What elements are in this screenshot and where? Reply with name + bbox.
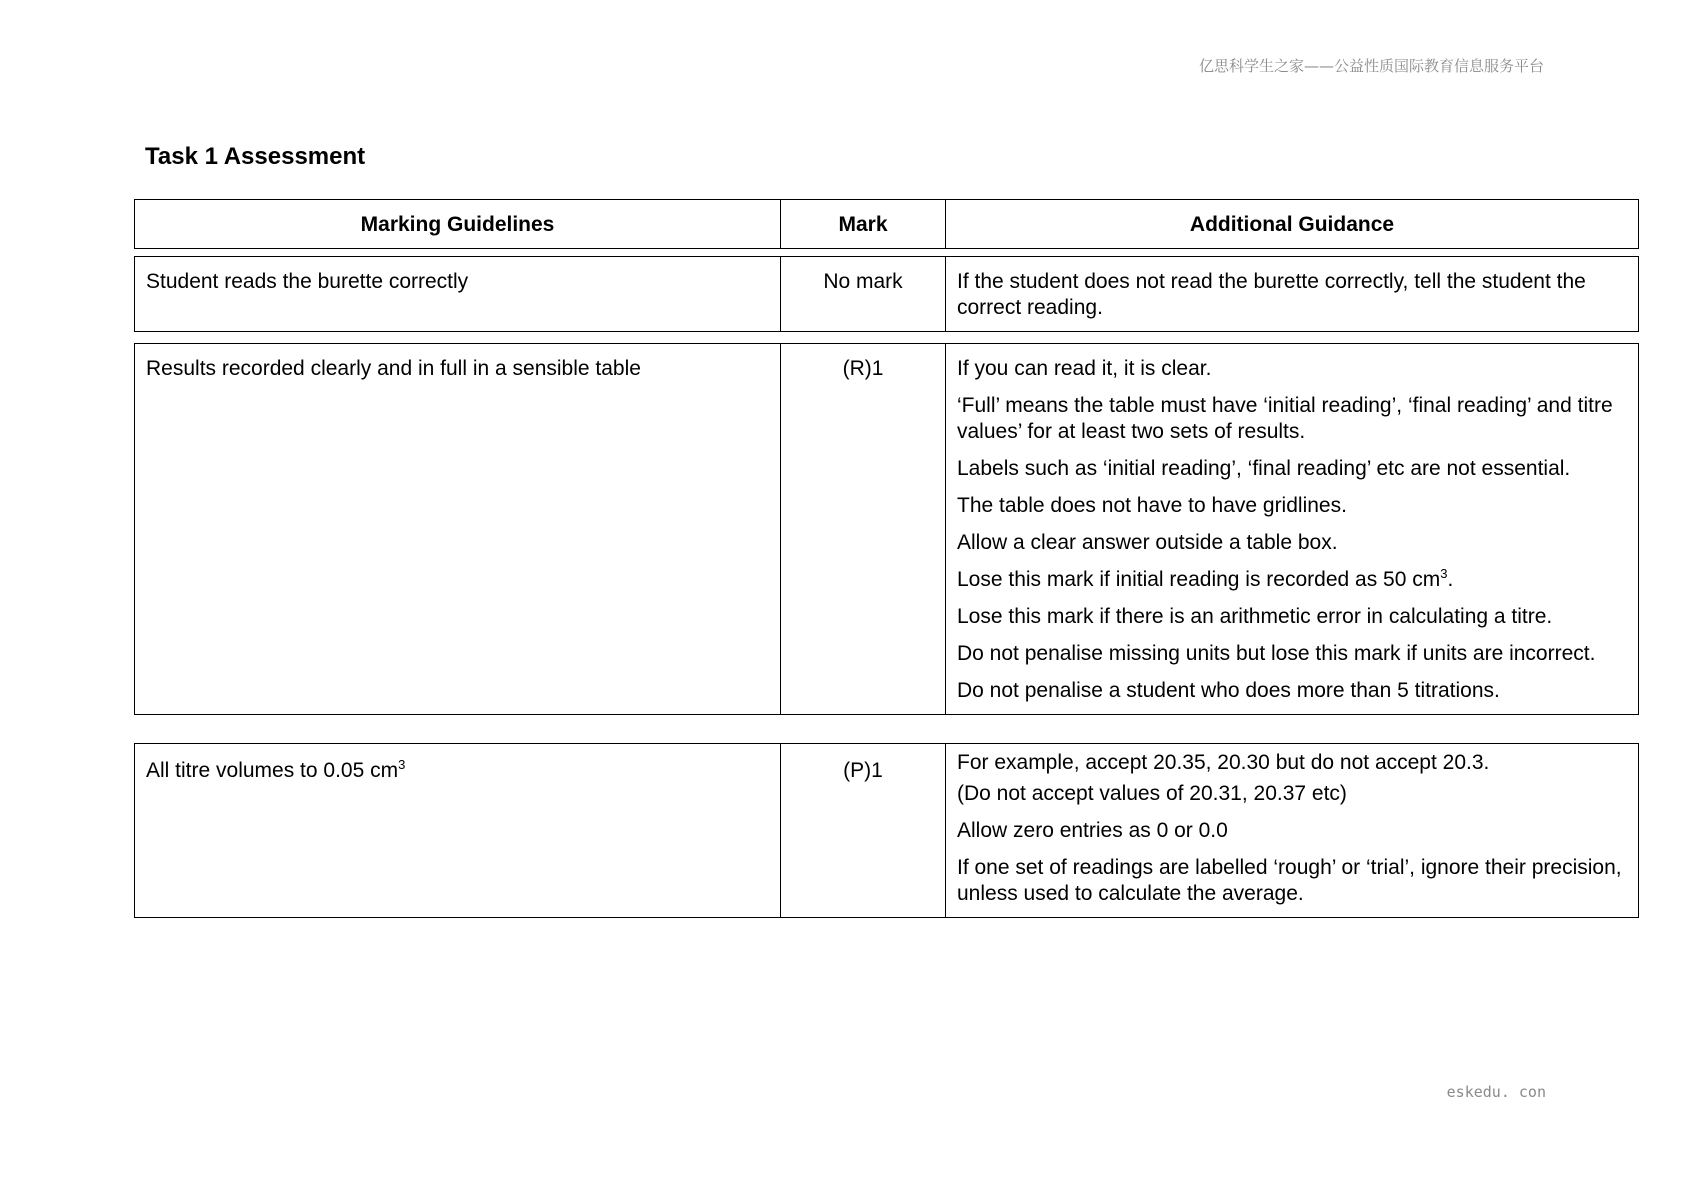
superscript-3: 3 <box>1440 566 1448 581</box>
mark-cell: (R)1 <box>781 344 946 715</box>
header-watermark: 亿思科学生之家——公益性质国际教育信息服务平台 <box>1198 57 1544 75</box>
header-table <box>134 199 1639 249</box>
guidance-item: Labels such as ‘initial reading’, ‘final reading’ etc are not essential. <box>957 457 1571 480</box>
mark-cell: No mark <box>781 257 946 332</box>
header-mark: Mark <box>781 200 946 249</box>
guidance-item: Lose this mark if there is an arithmetic error in calculating a titre. <box>957 605 1553 628</box>
guidance-item: Allow zero entries as 0 or 0.0 <box>957 819 1228 842</box>
header-additional-guidance: Additional Guidance <box>946 200 1639 249</box>
guidance-text: Lose this mark if initial reading is recorded as 50 cm <box>957 568 1441 591</box>
table-row <box>135 744 1639 918</box>
guidance-cell <box>946 257 1639 332</box>
guidance-item: If one set of readings are labelled ‘rough’ or ‘trial’, ignore their precision, unless used to calculate the average. <box>957 856 1622 905</box>
guidance-item: For example, accept 20.35, 20.30 but do not accept 20.3. <box>957 751 1490 774</box>
guidance-item: (Do not accept values of 20.31, 20.37 etc) <box>957 782 1347 805</box>
mark-cell: (P)1 <box>781 744 946 918</box>
table-row-titre <box>134 743 1639 918</box>
table-row <box>135 257 1639 332</box>
guidance-cell <box>946 344 1639 715</box>
table-row-burette <box>134 256 1639 332</box>
guidance-item: The table does not have to have gridlines. <box>957 494 1347 517</box>
table-header-row <box>135 200 1639 249</box>
guidance-item: If you can read it, it is clear. <box>957 357 1212 380</box>
table-row-results <box>134 343 1639 715</box>
footer-site: eskedu. con <box>1446 1083 1546 1101</box>
guidance-item: Do not penalise missing units but lose this mark if units are incorrect. <box>957 642 1596 665</box>
guidance-text-end: . <box>1447 568 1454 591</box>
guidance-item: Allow a clear answer outside a table box. <box>957 531 1338 554</box>
guidance-item: If the student does not read the burette correctly, tell the student the correct reading. <box>957 270 1586 319</box>
guidance-cell <box>946 744 1639 918</box>
guidance-item: Do not penalise a student who does more than 5 titrations. <box>957 679 1500 702</box>
guidance-item <box>957 567 1627 593</box>
table-row <box>135 344 1639 715</box>
page-title: Task 1 Assessment <box>145 143 366 170</box>
guideline-cell <box>135 744 781 918</box>
guideline-cell: Student reads the burette correctly <box>135 257 781 332</box>
guideline-text: All titre volumes to 0.05 cm <box>146 759 399 782</box>
guidance-item: ‘Full’ means the table must have ‘initial reading’, ‘final reading’ and titre values’ for at least two sets of results. <box>957 394 1613 443</box>
header-marking-guidelines: Marking Guidelines <box>135 200 781 249</box>
superscript-3: 3 <box>398 757 406 772</box>
guideline-cell: Results recorded clearly and in full in a sensible table <box>135 344 781 715</box>
